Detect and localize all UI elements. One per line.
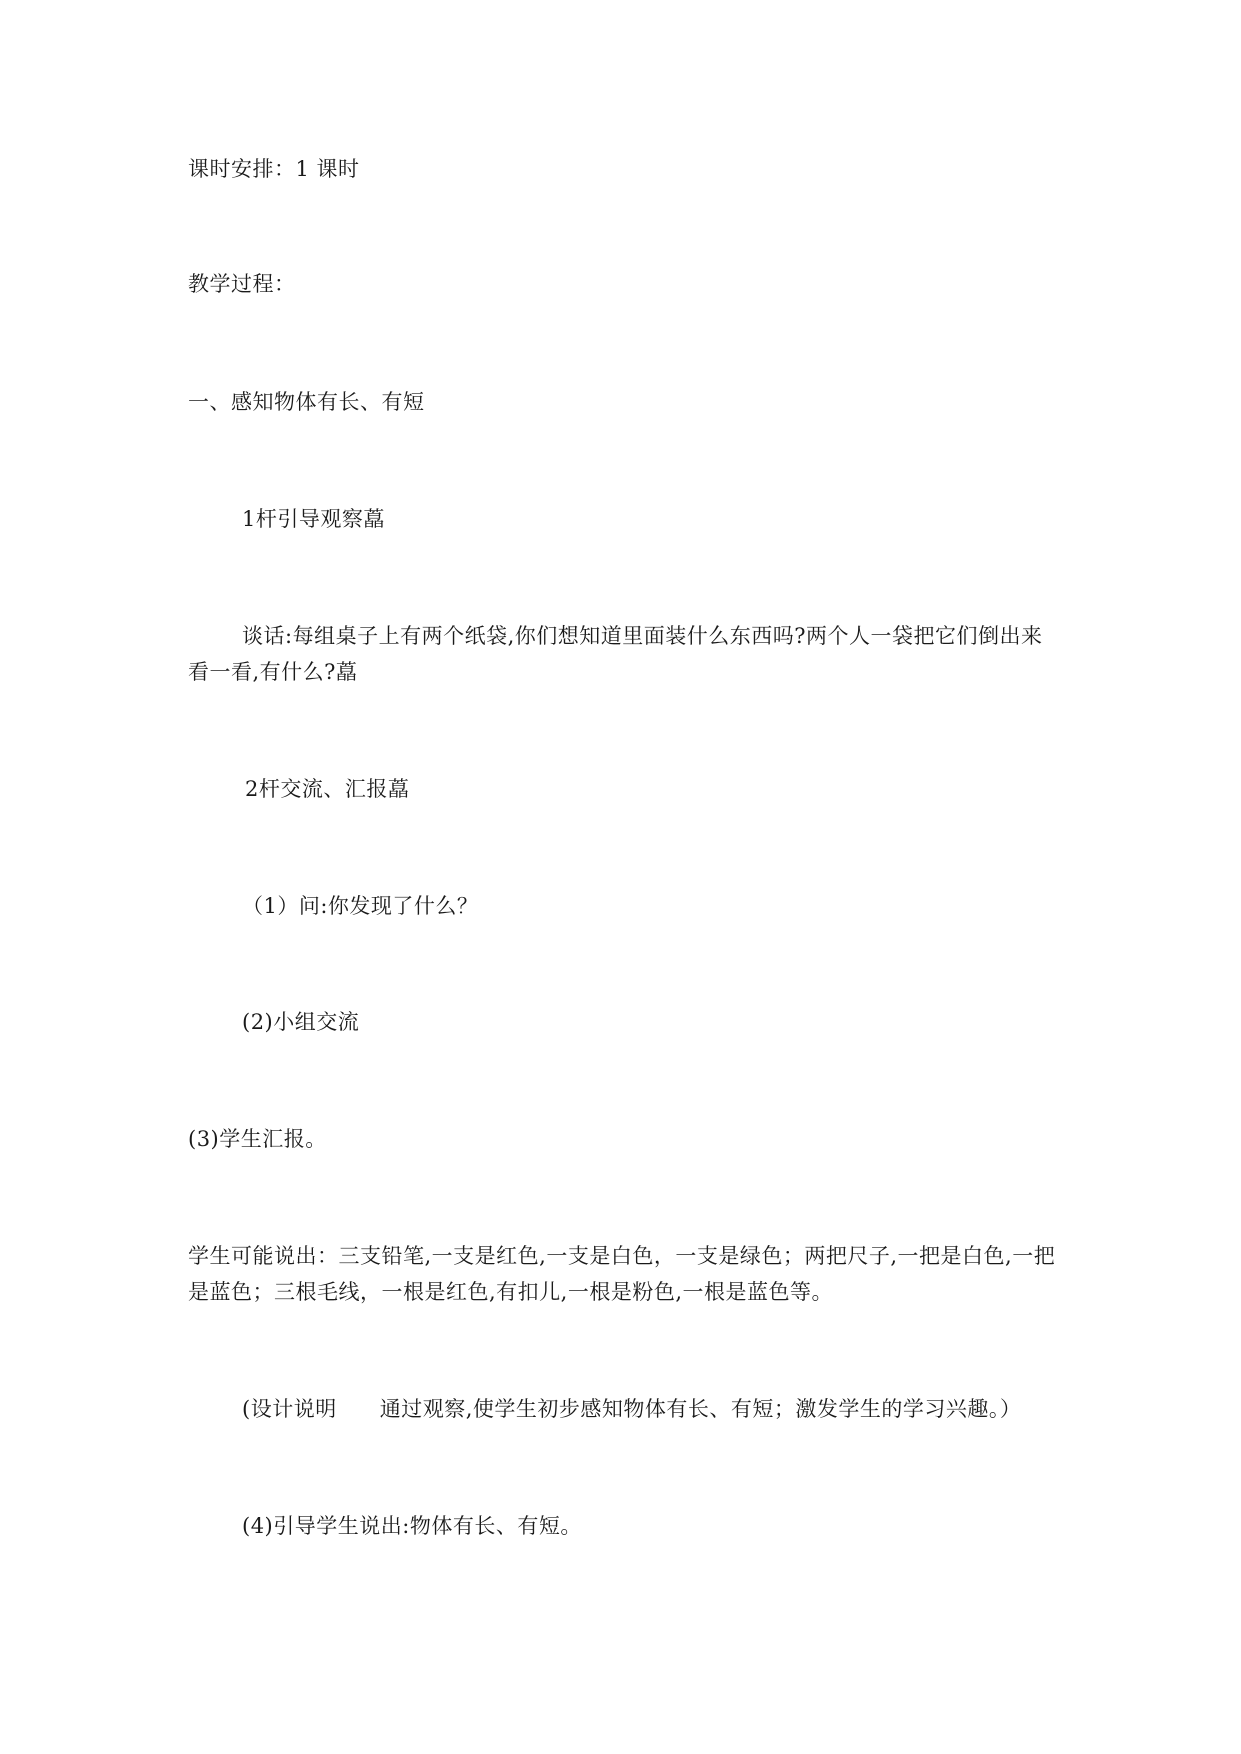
student-report-line: (3)学生汇报。 [188,1127,327,1151]
dialogue-line-1: 谈话:每组桌子上有两个纸袋,你们想知道里面装什么东西吗?两个人一袋把它们倒出来 [242,624,1043,648]
dialogue-line-2: 看一看,有什么?藠 [188,660,358,684]
teaching-process-heading: 教学过程： [188,272,296,296]
section-one-heading: 一、感知物体有长、有短 [188,390,425,414]
design-note-line: (设计说明 通过观察,使学生初步感知物体有长、有短；激发学生的学习兴趣。） [242,1397,1022,1421]
student-answer-line-2: 是蓝色；三根毛线，一根是红色,有扣儿,一根是粉色,一根是蓝色等。 [188,1280,834,1304]
guide-students-line: (4)引导学生说出:物体有长、有短。 [242,1514,582,1538]
question-line: （1）问:你发现了什么？ [242,894,479,918]
step-two-line: 2杆交流、汇报藠 [245,777,410,801]
group-discussion-line: (2)小组交流 [242,1010,360,1034]
student-answer-line-1: 学生可能说出：三支铅笔,一支是红色,一支是白色，一支是绿色；两把尺子,一把是白色,一把 [188,1244,1056,1268]
step-one-line: 1杆引导观察藠 [242,507,385,531]
lesson-time-line: 课时安排：1 课时 [188,157,360,181]
